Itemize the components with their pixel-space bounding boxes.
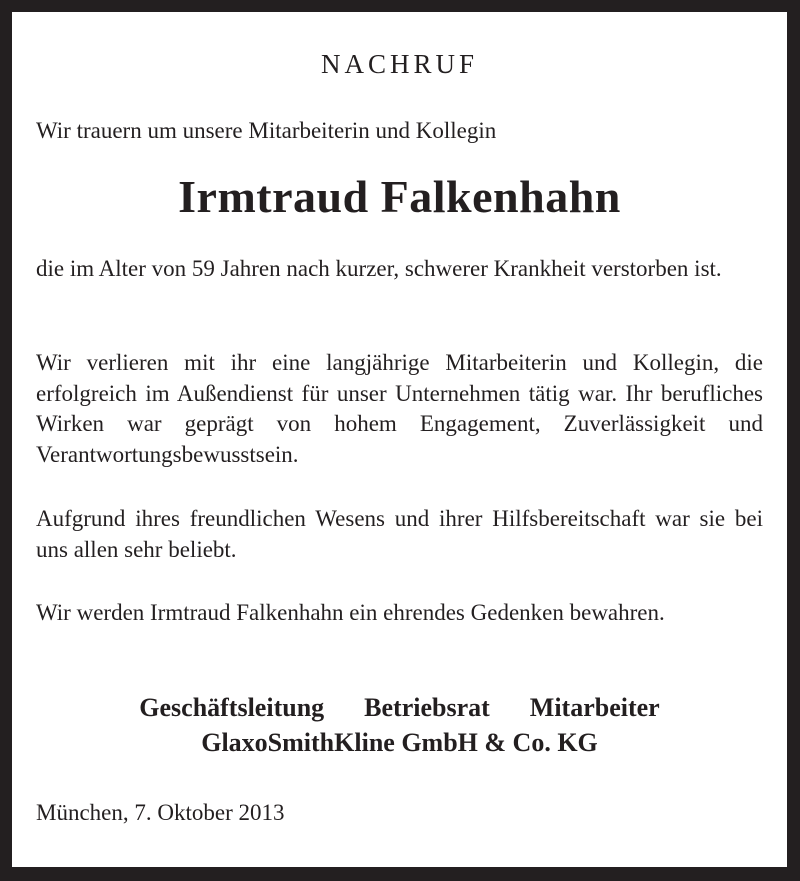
signatory-employees: Mitarbeiter — [529, 693, 660, 722]
signature-block — [36, 690, 763, 760]
paragraph-character: Aufgrund ihres freundlichen Wesens und ihrer Hilfsbereitschaft war sie bei uns allen sehr beliebt. — [36, 506, 763, 562]
deceased-name: Irmtraud Falkenhahn — [178, 171, 621, 222]
intro-line: Wir trauern um unsere Mitarbeiterin und Kollegin — [36, 118, 497, 143]
signatories — [36, 690, 763, 725]
notice-title: NACHRUF — [320, 49, 479, 79]
signatory-works-council: Betriebsrat — [364, 693, 490, 722]
obituary-notice — [12, 12, 787, 867]
paragraph-career: Wir verlieren mit ihr eine langjährige Mitarbeiterin und Kollegin, die erfolgreich im Außendienst für unser Unternehmen tätig war. Ihr berufliches Wirken war geprägt von hohem Engagement, Zuverlässigkeit und Verantwortungsbewusstsein. — [36, 350, 763, 467]
paragraph-remembrance: Wir werden Irmtraud Falkenhahn ein ehrendes Gedenken bewahren. — [36, 600, 665, 625]
signatory-management: Geschäftsleitung — [139, 693, 325, 722]
company-name: GlaxoSmithKline GmbH & Co. KG — [201, 728, 598, 757]
paragraph-age: die im Alter von 59 Jahren nach kurzer, schwerer Krankheit verstorben ist. — [36, 256, 722, 281]
place-date: München, 7. Oktober 2013 — [36, 800, 285, 825]
